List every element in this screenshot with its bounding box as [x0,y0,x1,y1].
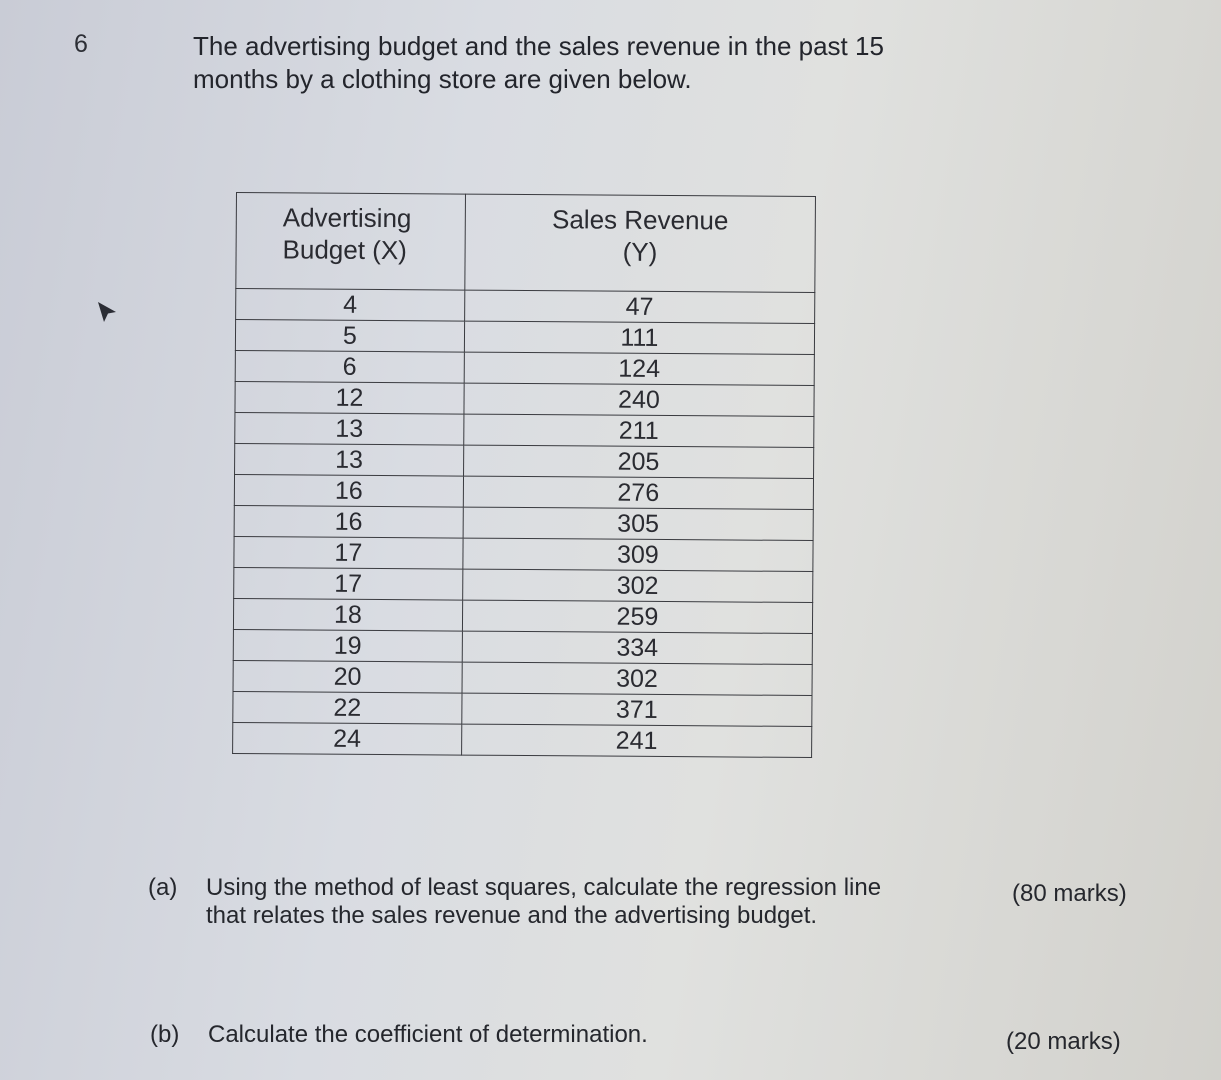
cell-x: 20 [233,660,462,693]
cell-y: 124 [464,352,814,385]
header-y-line-1: Sales Revenue [551,204,729,236]
cell-y: 259 [462,600,812,633]
cell-y: 205 [463,445,813,478]
part-b [150,1021,850,1051]
header-advertising-budget [236,193,465,291]
cell-y: 211 [464,414,814,447]
cell-x: 4 [236,289,465,322]
part-b-label: (b) [150,1021,180,1048]
intro-line-1: The advertising budget and the sales revenue in the past 15 [193,31,884,61]
cell-x: 13 [235,443,464,476]
intro-line-2: months by a clothing store are given below. [193,64,692,94]
cell-x: 18 [233,598,462,631]
header-sales-revenue [465,194,816,292]
table-row [235,412,814,447]
table-row [233,660,812,695]
cell-x: 19 [233,629,462,662]
table-row [235,443,814,478]
part-a [148,874,968,934]
cell-x: 17 [234,567,463,600]
table-row [234,474,813,509]
cell-x: 16 [234,474,463,507]
question-intro [193,30,953,96]
cell-x: 12 [235,381,464,414]
table-row [235,320,814,355]
table-body [233,289,815,758]
header-y-line-2: (Y) [622,236,658,267]
part-b-text: Calculate the coefficient of determination. [208,1021,648,1048]
header-x-line-2: Budget (X) [282,234,407,266]
table-row [233,691,812,726]
cell-x: 6 [235,350,464,383]
table-row [234,536,813,571]
cell-y: 241 [461,724,811,757]
table-row [233,629,812,664]
table-row [233,598,812,633]
part-a-marks: (80 marks) [1012,880,1127,907]
cell-x: 24 [233,722,462,755]
cell-x: 17 [234,536,463,569]
question-number: 6 [74,30,88,58]
table-row [236,289,815,324]
part-a-label: (a) [148,874,178,901]
table-row [233,722,812,757]
cell-x: 13 [235,412,464,445]
table-row [235,381,814,416]
mouse-pointer-icon [94,300,120,326]
table-row [235,350,814,385]
part-a-text [206,874,966,930]
table-row [234,567,813,602]
part-a-line-2: that relates the sales revenue and the advertising budget. [206,902,818,929]
cell-y: 47 [464,290,814,323]
part-a-line-1: Using the method of least squares, calculate the regression line [206,874,882,901]
cell-y: 334 [462,631,812,664]
cell-y: 371 [462,693,812,726]
cell-x: 16 [234,505,463,538]
cell-x: 5 [235,320,464,353]
cell-y: 240 [464,383,814,416]
data-table [232,192,816,758]
cell-y: 302 [462,569,812,602]
table-header-row [236,193,816,293]
part-b-marks: (20 marks) [1006,1028,1121,1055]
cell-y: 111 [464,321,814,354]
cell-y: 276 [463,476,813,509]
cell-x: 22 [233,691,462,724]
cell-y: 309 [463,538,813,571]
table-row [234,505,813,540]
cell-y: 302 [462,662,812,695]
header-x-line-1: Advertising [282,202,412,234]
cell-y: 305 [463,507,813,540]
